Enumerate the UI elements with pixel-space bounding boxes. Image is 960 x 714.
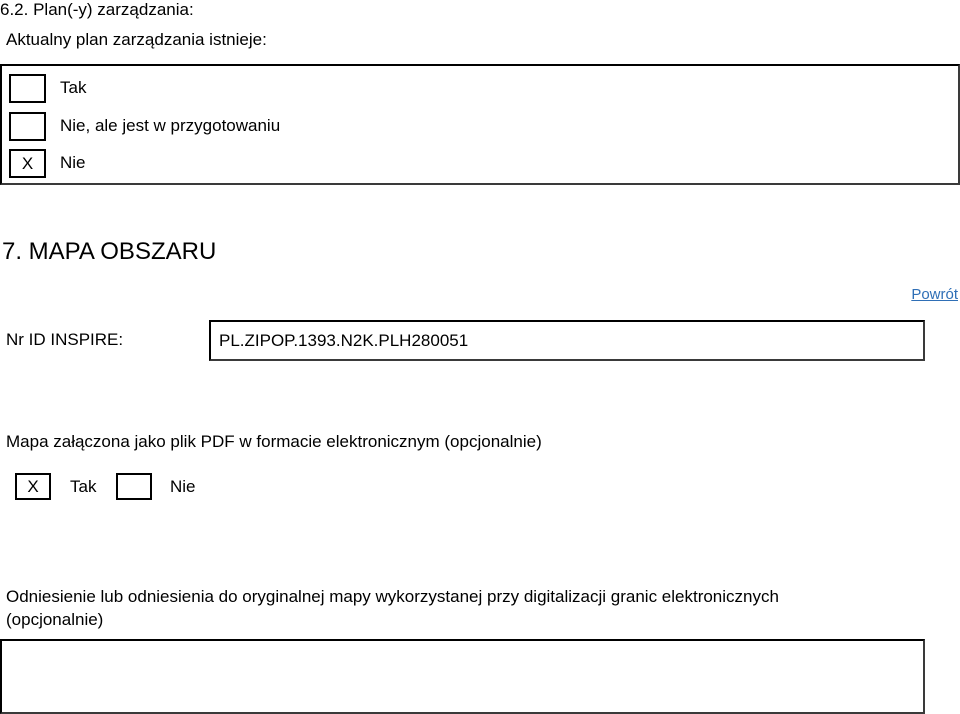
section-7-heading: 7. MAPA OBSZARU (2, 238, 217, 265)
inspire-id-label: Nr ID INSPIRE: (6, 330, 124, 349)
plan-tak-label: Tak (60, 78, 87, 97)
management-plan-question: Aktualny plan zarządzania istnieje: (6, 30, 267, 49)
original-map-reference-label-optional: (opcjonalnie) (6, 610, 104, 629)
plan-in-preparation-label: Nie, ale jest w przygotowaniu (60, 116, 281, 135)
plan-tak-checkbox[interactable] (9, 74, 46, 103)
pdf-nie-label: Nie (170, 477, 196, 496)
inspire-id-field[interactable] (209, 320, 925, 361)
pdf-nie-checkbox[interactable] (116, 473, 152, 500)
section-6-2-heading: 6.2. Plan(-y) zarządzania: (0, 0, 194, 19)
plan-nie-checkbox[interactable]: X (9, 149, 46, 178)
inspire-id-value: PL.ZIPOP.1393.N2K.PLH280051 (219, 331, 469, 350)
plan-nie-label: Nie (60, 153, 86, 172)
original-map-reference-field[interactable] (0, 639, 925, 714)
pdf-map-question: Mapa załączona jako plik PDF w formacie elektronicznym (opcjonalnie) (6, 432, 542, 451)
back-link[interactable]: Powrót (911, 286, 958, 303)
plan-in-preparation-checkbox[interactable] (9, 112, 46, 141)
pdf-tak-label: Tak (70, 477, 97, 496)
management-plan-options-frame (0, 64, 960, 185)
pdf-tak-checkbox[interactable]: X (15, 473, 51, 500)
original-map-reference-label: Odniesienie lub odniesienia do oryginalnej mapy wykorzystanej przy digitalizacji granic elektronicznych (6, 587, 779, 606)
